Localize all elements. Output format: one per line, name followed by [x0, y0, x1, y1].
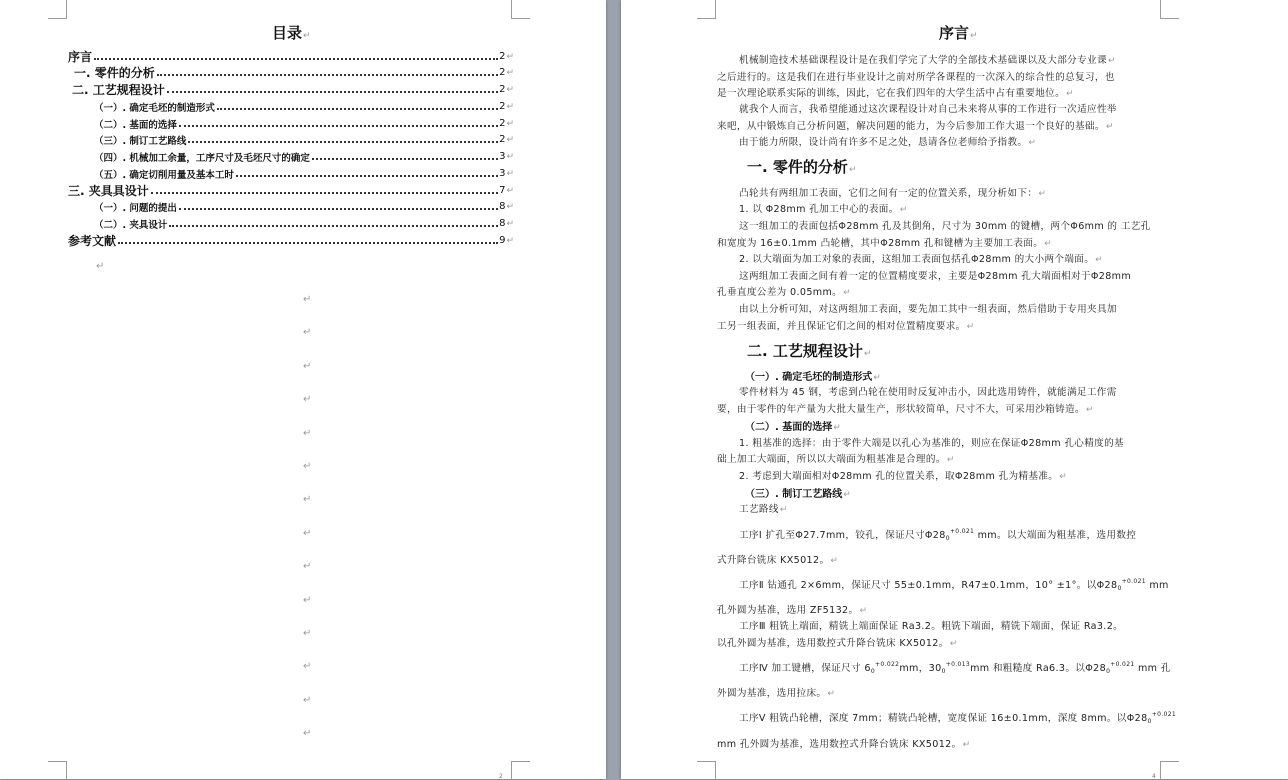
toc-entry[interactable]: （二）. 夹具设计 8 ↵	[94, 218, 514, 231]
toc-entry-page: 2	[499, 84, 506, 95]
process-line: 以孔外圆为基准，选用数控式升降台铣床 KX5012。↵	[717, 638, 958, 649]
toc-leader	[118, 242, 498, 244]
toc-entry-page: 3	[499, 168, 506, 179]
body-line: 零件材料为 45 钢，考虑到凸轮在使用时反复冲击小，因此选用铸件，就能满足工作需	[739, 387, 1117, 398]
toc-entry-page: 8	[499, 218, 506, 229]
page-number: 2	[499, 773, 503, 780]
toc-entry[interactable]: 参考文献 9 ↵	[68, 234, 514, 248]
toc-entry[interactable]: （一）. 问题的提出 8 ↵	[94, 201, 514, 214]
paragraph-mark: ↵	[303, 728, 312, 739]
toc-entry[interactable]: （二）. 基面的选择 2 ↵	[94, 118, 514, 131]
toc-entry-page: 8	[499, 201, 506, 212]
body-line: 孔垂直度公差为 0.05mm。↵	[717, 287, 852, 298]
body-line: 和宽度为 16±0.1mm 凸轮槽，其中Φ28mm 孔和键槽为主要加工表面。↵	[717, 238, 1053, 249]
toc-leader	[94, 58, 498, 60]
toc-page	[0, 0, 606, 779]
toc-leader	[217, 108, 498, 110]
preface-line: 是一次理论联系实际的训练，因此，它在我们四年的大学生活中占有重要地位。↵	[717, 88, 1074, 99]
toc-entry-label: （三）. 制订工艺路线	[94, 135, 187, 147]
toc-entry-page: 2	[499, 67, 506, 78]
body-line: 这一组加工的表面包括Φ28mm 孔及其倒角，尺寸为 30mm 的键槽，两个Φ6mm 的 工艺孔	[739, 221, 1151, 232]
paragraph-mark: ↵	[303, 428, 312, 439]
paragraph-mark: ↵	[303, 394, 312, 405]
crop-mark	[697, 0, 716, 19]
paragraph-mark: ↵	[303, 361, 312, 372]
subsection-heading: （三）. 制订工艺路线↵	[745, 489, 851, 500]
body-line: 2. 以大端面为加工对象的表面，这组加工表面包括孔Φ28mm 的大小两个端面。↵	[739, 254, 1104, 265]
process-line: 孔外圆为基准，选用 ZF5132。↵	[717, 605, 868, 616]
process-line: 外圆为基准，选用拉床。↵	[717, 688, 836, 699]
preface-title: 序言↵	[939, 24, 978, 42]
toc-entry-page: 2	[499, 51, 506, 62]
crop-mark	[48, 761, 67, 780]
toc-entry-label: 二. 工艺规程设计	[72, 83, 165, 97]
toc-entry-page: 2	[499, 134, 506, 145]
section-heading: 二. 工艺规程设计↵	[747, 342, 872, 360]
preface-line: 就我个人而言，我希望能通过这次课程设计对自己未来将从事的工作进行一次适应性举	[739, 104, 1117, 115]
section-heading: 一. 零件的分析↵	[747, 158, 857, 176]
toc-entry-label: （二）. 基面的选择	[94, 119, 177, 131]
toc-entry-label: （四）. 机械加工余量，工序尺寸及毛坯尺寸的确定	[94, 152, 310, 164]
body-line: 由以上分析可知，对这两组加工表面，要先加工其中一组表面，然后借助于专用夹具加	[739, 304, 1117, 315]
toc-leader	[312, 158, 498, 160]
toc-leader	[179, 208, 498, 210]
toc-entry[interactable]: 三. 夹具具设计 7 ↵	[68, 184, 514, 198]
paragraph-mark: ↵	[303, 327, 312, 338]
toc-leader	[236, 175, 498, 177]
body-line: 这两组加工表面之间有着一定的位置精度要求，主要是Φ28mm 孔大端面相对于Φ28mm	[739, 271, 1132, 282]
process-line: 工序Ⅴ 粗铣凸轮槽，深度 7mm；精铣凸轮槽，宽度保证 16±0.1mm，深度 8mm。以$\Phi 28_0^{+0.021}$	[739, 711, 1177, 725]
paragraph-mark: ↵	[303, 628, 312, 639]
preface-line: 来吧，从中锻炼自己分析问题，解决问题的能力，为今后参加工作大退一个良好的基础。↵	[717, 121, 1114, 132]
body-line: 工艺路线↵	[739, 504, 788, 515]
toc-entry[interactable]: 一. 零件的分析 2 ↵	[74, 66, 514, 80]
toc-entry-label: （五）. 确定切削用量及基本工时	[94, 169, 234, 181]
body-line: 工另一组表面，并且保证它们之间的相对位置精度要求。↵	[717, 321, 975, 332]
toc-entry-label: 参考文献	[68, 234, 117, 248]
toc-leader	[151, 192, 498, 194]
toc-entry-page: 3	[499, 151, 506, 162]
toc-entry-page: 2	[499, 118, 506, 129]
process-line: 工序Ⅰ 扩孔至Φ27.7mm，铰孔，保证尺寸$\Phi 28_0^{+0.021}$ mm。以大端面为粗基准，选用数控	[739, 528, 1137, 542]
process-line: 式升降台铣床 KX5012。↵	[717, 555, 839, 566]
crop-mark	[1160, 0, 1179, 19]
toc-title: 目录↵	[272, 24, 311, 42]
paragraph-mark: ↵	[303, 695, 312, 706]
preface-line: 机械制造技术基础课程设计是在我们学完了大学的全部技术基础课以及大部分专业课↵	[739, 55, 1116, 66]
paragraph-mark: ↵	[303, 528, 312, 539]
page-number: 4	[1152, 773, 1156, 780]
toc-entry-label: （一）. 确定毛坯的制造形式	[94, 102, 215, 114]
body-line: 2. 考虑到大端面相对Φ28mm 孔的位置关系，取Φ28mm 孔为精基准。↵	[739, 471, 1068, 482]
body-line: 础上加工大端面，所以以大端面为粗基准是合理的。↵	[717, 454, 955, 465]
body-line: 1. 以 Φ28mm 孔加工中心的表面。↵	[739, 204, 908, 215]
toc-entry[interactable]: （五）. 确定切削用量及基本工时 3 ↵	[94, 168, 514, 181]
paragraph-mark: ↵	[303, 661, 312, 672]
process-line: 工序Ⅳ 加工键槽，保证尺寸 $6_0^{+0.022}mm$，$30_0^{+0.013}mm$ 和粗糙度 Ra6.3。以$\Phi 28_0^{+0.021}$ mm 孔	[739, 661, 1171, 675]
toc-entry-page: 7	[499, 185, 506, 196]
paragraph-mark: ↵	[303, 595, 312, 606]
paragraph-mark: ↵	[303, 461, 312, 472]
paragraph-mark: ↵	[303, 561, 312, 572]
toc-entry-label: （二）. 夹具设计	[94, 219, 168, 231]
crop-mark	[697, 761, 716, 780]
subsection-heading: （二）. 基面的选择↵	[745, 422, 841, 433]
process-line: mm 孔外圆为基准，选用数控式升降台铣床 KX5012。↵	[717, 739, 971, 750]
crop-mark	[1160, 761, 1179, 780]
toc-entry-label: 序言	[68, 50, 93, 64]
preface-line: 之后进行的。这是我们在进行毕业设计之前对所学各课程的一次深入的综合性的总复习，也	[717, 72, 1115, 83]
toc-entry[interactable]: （四）. 机械加工余量，工序尺寸及毛坯尺寸的确定 3 ↵	[94, 151, 514, 164]
toc-entry-page: 2	[499, 101, 506, 112]
toc-entry-label: 一. 零件的分析	[74, 66, 155, 80]
toc-entry-label: 三. 夹具具设计	[68, 184, 149, 198]
paragraph-mark: ↵	[303, 294, 312, 305]
paragraph-mark: ↵	[303, 494, 312, 505]
crop-mark	[511, 0, 530, 19]
crop-mark	[48, 0, 67, 19]
toc-leader	[179, 125, 498, 127]
body-line: 要，由于零件的年产量为大批大量生产，形状较简单，尺寸不大，可采用沙箱铸造。↵	[717, 404, 1094, 415]
toc-entry[interactable]: （三）. 制订工艺路线 2 ↵	[94, 134, 514, 147]
toc-leader	[169, 225, 498, 227]
toc-entry[interactable]: 二. 工艺规程设计 2 ↵	[72, 83, 514, 97]
preface-line: 由于能力所限，设计尚有许多不足之处，恳请各位老师给予指教。↵	[739, 137, 1037, 148]
body-line: 凸轮共有两组加工表面，它们之间有一定的位置关系，现分析如下：↵	[739, 188, 1047, 199]
content-page	[621, 0, 1288, 779]
subsection-heading: （一）. 确定毛坯的制造形式↵	[745, 372, 881, 383]
process-line: 工序Ⅱ 钻通孔 2×6mm，保证尺寸 55±0.1mm，R47±0.1mm，10° ±1°。以$\Phi 28_0^{+0.021}$ mm	[739, 578, 1169, 592]
toc-leader	[167, 91, 498, 93]
toc-leader	[188, 141, 498, 143]
body-line: 1. 粗基准的选择：由于零件大端是以孔心为基准的，则应在保证Φ28mm 孔心精度的基	[739, 438, 1124, 449]
paragraph-mark: ↵	[96, 261, 105, 272]
crop-mark	[511, 761, 530, 780]
toc-entry[interactable]: 序言 2 ↵	[68, 50, 514, 64]
toc-leader	[157, 74, 498, 76]
toc-entry-label: （一）. 问题的提出	[94, 202, 177, 214]
toc-entry-page: 9	[499, 235, 506, 246]
process-line: 工序Ⅲ 粗铣上端面，精铣上端面保证 Ra3.2。粗铣下端面，精铣下端面，保证 Ra3.2。	[739, 621, 1124, 632]
toc-entry[interactable]: （一）. 确定毛坯的制造形式 2 ↵	[94, 101, 514, 114]
